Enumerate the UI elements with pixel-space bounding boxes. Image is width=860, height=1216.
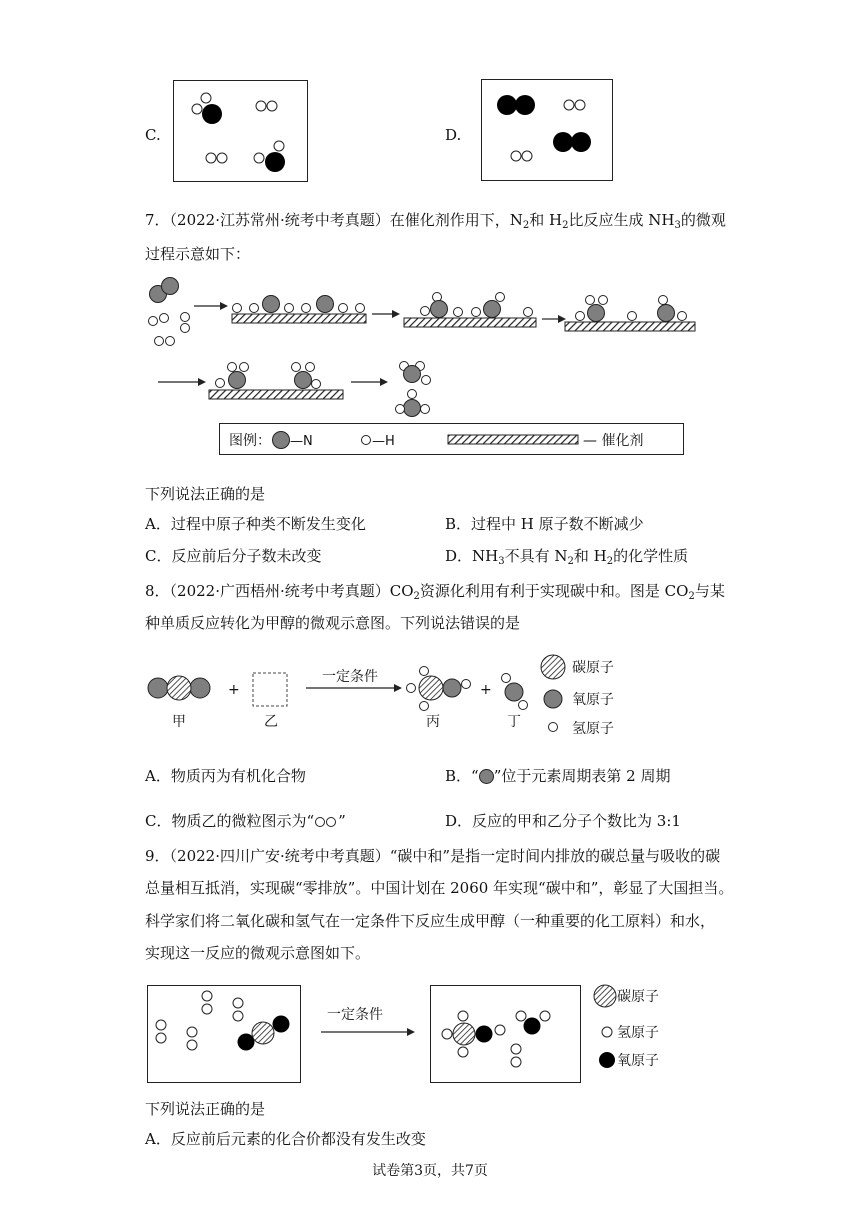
q7-legend-n: —N [290,434,313,449]
q7-legend-title: 图例： [229,433,271,449]
q9-stem-line1: 9．（2022·四川广安·统考中考真题）“碳中和”是指一定时间内排放的碳总量与吸收的碳 [145,847,721,865]
oxygen-atom-icon [479,769,494,784]
q8-legend-hydrogen: 氢原子 [572,721,614,737]
q9-stem-line3: 科学家们将二氧化碳和氢气在一定条件下反应生成甲醇（一种重要的化工原料）和水， [145,912,716,930]
q8-option-a: A．物质丙为有机化合物 [145,767,306,785]
q8-reaction-diagram [140,650,640,740]
q8-plus-2: + [480,682,492,698]
q7-question: 下列说法正确的是 [145,485,266,503]
q7-option-c: C．反应前后分子数未改变 [145,547,322,565]
q8-label-ding: 丁 [507,714,521,730]
page-footer: 试卷第3页，共7页 [372,1163,488,1179]
q8-legend-carbon: 碳原子 [572,660,614,676]
q7-stem-line1: 7．（2022·江苏常州·统考中考真题）在催化剂作用下，$N_2$和 $H_2$比反应生成 $NH_3$的微观 [145,211,726,231]
q8-legend-oxygen: 氧原子 [572,692,614,708]
q6-option-d-label: D. [445,126,462,144]
q8-condition: 一定条件 [322,669,378,685]
q6-option-c-label: C. [145,126,161,144]
q9-condition: 一定条件 [327,1007,383,1023]
q9-stem-line4: 实现这一反应的微观示意图如下。 [145,944,371,962]
q7-option-b: B．过程中 H 原子数不断减少 [445,515,644,533]
q7-legend-catalyst: — 催化剂 [583,433,644,449]
q8-option-b: B．“ ”位于元素周期表第 2 周期 [445,767,671,785]
q6-option-c-diagram [173,80,309,183]
q9-legend-carbon: 碳原子 [617,989,659,1005]
q8-label-yi: 乙 [264,714,278,730]
q7-option-a: A．过程中原子种类不断发生变化 [145,515,366,533]
q7-stem-line2: 过程示意如下： [145,245,251,263]
q9-legend-oxygen: 氧原子 [617,1053,659,1069]
q8-option-d: D．反应的甲和乙分子个数比为 3:1 [445,812,681,830]
q9-question: 下列说法正确的是 [145,1100,266,1118]
q8-label-jia: 甲 [172,714,186,730]
q7-process-diagram [140,270,710,460]
h2-molecule-icon [314,816,338,828]
q8-stem-line1: 8．（2022·广西梧州·统考中考真题）$CO_2$资源化利用有利于实现碳中和。图是 $CO_2$与某 [145,582,725,602]
q9-legend-hydrogen: 氢原子 [617,1025,659,1041]
q9-stem-line2: 总量相互抵消，实现碳“零排放”。中国计划在 2060 年实现“碳中和”，彰显了大国担当。 [145,879,734,897]
q9-reaction-diagram [145,980,675,1085]
q8-plus-1: + [228,682,240,698]
q6-option-d-diagram [481,79,614,182]
q8-option-c: C．物质乙的微粒图示为“ ” [145,812,346,830]
q8-stem-line2: 种单质反应转化为甲醇的微观示意图。下列说法错误的是 [145,614,521,632]
q9-option-a: A．反应前后元素的化合价都没有发生改变 [145,1130,426,1148]
q7-legend-h: —H [372,434,395,449]
q8-label-bing: 丙 [426,714,440,730]
q7-option-d: D．$NH_3$不具有 $N_2$和 $H_2$的化学性质 [445,547,689,567]
